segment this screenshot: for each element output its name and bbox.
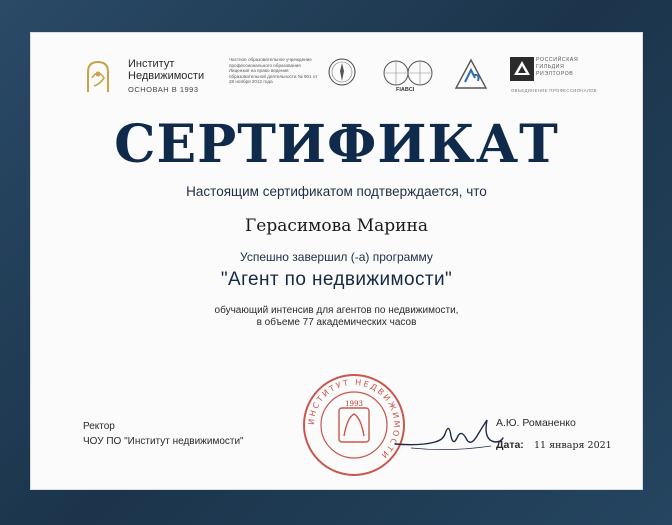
seal-year: 1993 bbox=[345, 400, 363, 408]
date-label: Дата: bbox=[496, 439, 524, 451]
license-text: Частное образовательное учреждение профессионального образования Лицензия на право ведения образовательной деятельности № 901 от 28 ноября 2012 года bbox=[229, 57, 318, 85]
date-value: 11 января 2021 bbox=[534, 440, 612, 451]
certificate-paper bbox=[30, 32, 643, 490]
rgr-line3: РИЭЛТОРОВ bbox=[536, 71, 574, 77]
description-line1: обучающий интенсив для агентов по недвижимости, bbox=[214, 305, 459, 316]
program-description bbox=[30, 305, 643, 329]
signer-name: А.Ю. Романенко bbox=[496, 417, 576, 429]
rector-title: Ректор bbox=[83, 421, 115, 432]
association-emblem-icon bbox=[327, 57, 357, 87]
institute-name-line1: Институт bbox=[128, 58, 175, 70]
rgr-name bbox=[536, 57, 578, 78]
ac-logo-icon bbox=[454, 58, 488, 92]
rgr-subtitle: ОБЪЕДИНЕНИЕ ПРОФЕССИОНАЛОВ bbox=[511, 88, 597, 93]
institute-name bbox=[128, 58, 204, 82]
institute-logo-icon bbox=[82, 58, 114, 94]
rgr-line2: ГИЛЬДИЯ bbox=[536, 64, 565, 70]
certificate-title: СЕРТИФИКАТ bbox=[114, 114, 559, 175]
rector-signature bbox=[391, 412, 507, 458]
recipient-name: Герасимова Марина bbox=[245, 216, 428, 236]
seal-ring-text: ИНСТИТУТ НЕДВИЖИМОСТИ bbox=[306, 377, 402, 462]
rgr-line1: РОССИЙСКАЯ bbox=[536, 57, 579, 63]
institute-name-line2: Недвижимости bbox=[128, 70, 205, 82]
confirmation-text: Настоящим сертификатом подтверждается, что bbox=[186, 184, 487, 199]
fiabci-label: FIABCI bbox=[396, 87, 415, 93]
rector-organization: ЧОУ ПО "Институт недвижимости" bbox=[83, 436, 244, 447]
program-name: "Агент по недвижимости" bbox=[220, 269, 453, 290]
completed-text: Успешно завершил (-а) программу bbox=[240, 250, 433, 264]
rgr-logo-icon bbox=[510, 57, 534, 81]
institute-founded: ОСНОВАН В 1993 bbox=[128, 85, 199, 94]
description-line2: в объеме 77 академических часов bbox=[256, 317, 417, 328]
